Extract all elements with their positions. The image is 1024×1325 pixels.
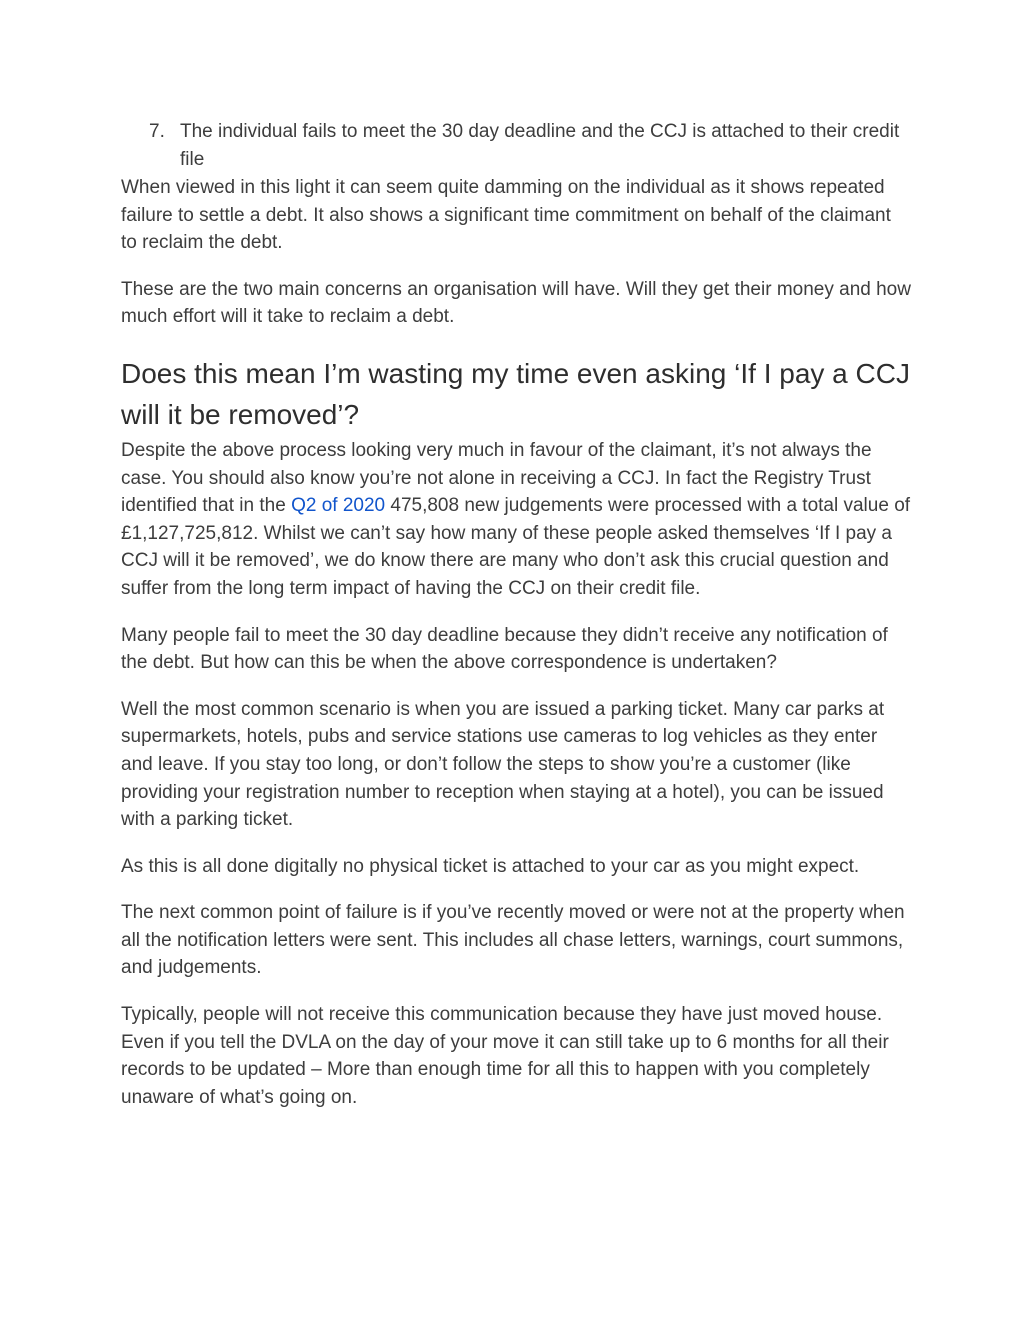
paragraph-text-after-link: 475,808 new judgements were processed with a total value of £1,127,725,812. Whilst we can’t say how many of these people asked themselves ‘If I pay a CCJ will it be removed’, we do know there are many who don’t ask this crucial question and suffer from the long term impact of having the CCJ on their credit file. [121, 495, 911, 599]
document-page [121, 118, 911, 1130]
paragraph-digital-ticket: As this is all done digitally no physical ticket is attached to your car as you might expect. [121, 855, 860, 877]
paragraph-deadline: Many people fail to meet the 30 day deadline because they didn’t receive any notification of the debt. But how can this be when the above correspondence is undertaken? [121, 624, 888, 674]
paragraph-registry-trust [121, 437, 911, 603]
paragraph-damming: When viewed in this light it can seem quite damming on the individual as it shows repeated failure to settle a debt. It also shows a significant time commitment on behalf of the claimant to reclaim the debt. [121, 177, 891, 254]
paragraph-moved-property: The next common point of failure is if you’ve recently moved or were not at the property when all the notification letters were sent. This includes all chase letters, warnings, court summons, and judgements. [121, 902, 905, 979]
paragraph-text-before-link: Despite the above process looking very much in favour of the claimant, it’s not always the case. You should also know you’re not alone in receiving a CCJ. In fact the Registry Trust identified that in the [121, 439, 872, 517]
paragraph-main-concerns: These are the two main concerns an organisation will have. Will they get their money and how much effort will it take to reclaim a debt. [121, 278, 911, 328]
q2-2020-link[interactable]: Q2 of 2020 [291, 495, 386, 517]
paragraph-dvla: Typically, people will not receive this communication because they have just moved house. Even if you tell the DVLA on the day of your move it can still take up to 6 months for all their records to be updated – More than enough time for all this to happen with you completely unaware of what’s going on. [121, 1004, 889, 1108]
paragraph-parking-ticket: Well the most common scenario is when you are issued a parking ticket. Many car parks at supermarkets, hotels, pubs and service stations use cameras to log vehicles as they enter and leave. If you stay too long, or don’t follow the steps to show you’re a customer (like providing your registration number to reception when staying at a hotel), you can be issued with a parking ticket. [121, 698, 885, 831]
list-item-number: 7. [149, 121, 165, 142]
numbered-list-item [121, 118, 911, 174]
section-heading: Does this mean I’m wasting my time even asking ‘If I pay a CCJ will it be removed’? [121, 357, 910, 430]
list-item-text: The individual fails to meet the 30 day deadline and the CCJ is attached to their credit file [180, 121, 900, 170]
